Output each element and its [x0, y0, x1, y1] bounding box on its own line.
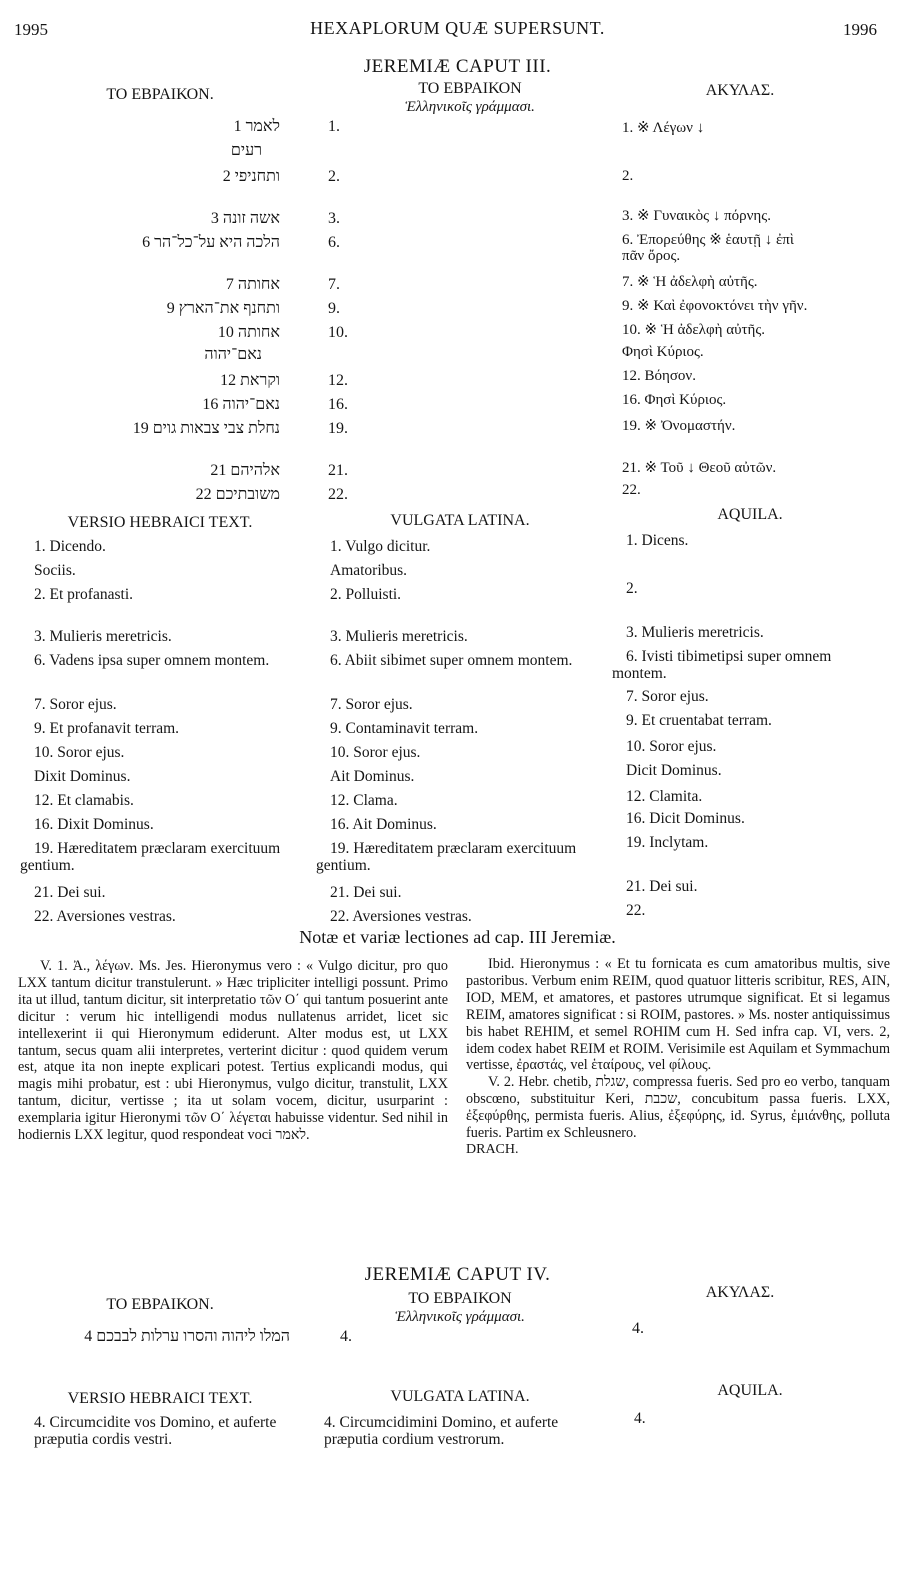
- versio-row: 21. Dei sui.: [34, 884, 106, 901]
- notes-right-paragraph-2: V. 2. Hebr. chetib, שגלת, compressa fueris. Sed pro eo verbo, tanquam obscœno, substituitur Keri, שכבת, concubitum passa fueris. LXX, ἐξεφύρθης, permista fueris. Alius, ἐξεφύρης, id. Syrus, ἐμιάνθης, polluta fueris. Partim ex Schleusnero.: [466, 1074, 890, 1142]
- ch4-translit-column-header: ΤΟ ΕΒΡΑΙΚΟΝ: [408, 1290, 512, 1307]
- aquila-latin-row: 6. Ivisti tibimetipsi super omnem montem.: [612, 648, 832, 682]
- aquila-latin-row: 19. Inclytam.: [626, 834, 709, 851]
- running-title: HEXAPLORUM QUÆ SUPERSUNT.: [310, 18, 605, 38]
- vulgata-row: 10. Soror ejus.: [330, 744, 421, 761]
- versio-row: 16. Dixit Dominus.: [34, 816, 154, 833]
- versio-column: [20, 538, 296, 928]
- hebrew-row: לאמר 1: [233, 118, 280, 135]
- translit-column-subheader: Ἑλληνικοῖς γράμμασι.: [405, 99, 535, 115]
- notes-title: Notæ et variæ lectiones ad cap. III Jeremiæ.: [299, 927, 616, 947]
- versio-row: Sociis.: [34, 562, 76, 579]
- translit-row: 7.: [328, 276, 340, 293]
- versio-row: 3. Mulieris meretricis.: [34, 628, 172, 645]
- versio-row: Dixit Dominus.: [34, 768, 131, 785]
- aquila-greek-row: 21. ※ Τοῦ ↓ Θεοῦ αὐτῶν.: [622, 460, 777, 476]
- page-number-left: 1995: [14, 20, 48, 39]
- notes-left-paragraph: V. 1. Ἀ., λέγων. Ms. Jes. Hieronymus vero : « Vulgo dicitur, pro quo LXX tantum dicitur transtulerunt. » Hæc tripliciter intelligi possunt. Primo ita ut illud, tantum dicitur, sit interpretatio τῶν Ο΄ qui tantum posuerint ante dicitur : verum hic intelligendi modus nullatenus arridet, licet sic intellexerint ii qui Hieronymum ediderunt. Alter modus est, ut LXX tantum, secus quam alii interpretes, verterint dicitur : quod quidem verum est, atque ita non inepte explicari potest. Tertius explicandi modus, qui magis mihi probatur, est : ubi Hieronymus, vulgo dicitur, transtulit, LXX tantum, dicitur, vertisse ; ita ut solam vocem, dicitur, usurparint : exemplaria igitur Hieronymi τῶν Ο΄ λέγεται habuisse videntur. Sed nihil in hodiernis LXX legitur, quod respondeat voci לאמר.: [18, 958, 448, 1144]
- versio-row: 19. Hæreditatem præclaram exercituum gentium.: [20, 840, 281, 874]
- ch4-versio-header: VERSIO HEBRAICI TEXT.: [67, 1390, 253, 1407]
- versio-row: 1. Dicendo.: [34, 538, 106, 555]
- translit-row: 10.: [328, 324, 348, 341]
- aquila-greek-row: 9. ※ Καὶ ἐφονοκτόνει τὴν γῆν.: [622, 298, 808, 314]
- aquila-latin-row: 7. Soror ejus.: [626, 688, 709, 705]
- vulgata-row: 2. Polluisti.: [330, 586, 402, 603]
- vulgata-row: 16. Ait Dominus.: [330, 816, 437, 833]
- vulgata-row: 1. Vulgo dicitur.: [330, 538, 431, 555]
- aquila-greek-row: 16. Φησὶ Κύριος.: [622, 392, 727, 408]
- aquila-greek-row: Φησὶ Κύριος.: [622, 344, 704, 360]
- aquila-latin-header: AQUILA.: [717, 506, 783, 523]
- aquila-latin-row: 10. Soror ejus.: [626, 738, 717, 755]
- translit-row: 16.: [328, 396, 348, 413]
- aquila-greek-row: 10. ※ Ἡ ἀδελφὴ αὐτῆς.: [622, 322, 766, 338]
- versio-row: 2. Et profanasti.: [34, 586, 134, 603]
- notes-right-column: [466, 956, 890, 1159]
- notes-left-column: [18, 958, 448, 1144]
- vulgata-header: VULGATA LATINA.: [390, 512, 530, 529]
- translit-row: 2.: [328, 168, 340, 185]
- hebrew-row: וקראת 12: [220, 372, 280, 389]
- versio-row: 12. Et clamabis.: [34, 792, 134, 809]
- hebrew-column-header: ΤΟ ΕΒΡΑΙΚΟΝ.: [106, 86, 214, 103]
- versio-row: 10. Soror ejus.: [34, 744, 125, 761]
- ch4-vulgata-row: 4. Circumcidimini Domino, et auferte præputia cordium vestrorum.: [324, 1414, 559, 1448]
- vulgata-row: 19. Hæreditatem præclaram exercituum gentium.: [316, 840, 577, 874]
- vulgata-row: Amatoribus.: [330, 562, 408, 579]
- aquila-greek-column: [622, 118, 897, 508]
- aquila-greek-row: πᾶν ὄρος.: [622, 248, 681, 264]
- hebrew-row: אחותה 7: [225, 276, 280, 293]
- translit-column: [328, 118, 408, 508]
- hebrew-row: הלכה היא על־כל־הר 6: [142, 234, 280, 251]
- vulgata-row: 7. Soror ejus.: [330, 696, 413, 713]
- aquila-greek-row: 19. ※ Ὀνομαστήν.: [622, 418, 736, 434]
- hebrew-row: ותחנף את־הארץ 9: [166, 300, 280, 317]
- ch4-aquila-column-header: ΑΚΥΛΑΣ.: [705, 1284, 775, 1301]
- translit-row: 22.: [328, 486, 348, 503]
- vulgata-row: 12. Clama.: [330, 792, 398, 809]
- hebrew-row: אלהיהם 21: [210, 462, 280, 479]
- versio-row: 22. Aversiones vestras.: [34, 908, 176, 925]
- aquila-greek-row: 2.: [622, 168, 634, 184]
- ch4-translit-row: 4.: [340, 1328, 352, 1345]
- ch4-hebrew-row: המלו ליהוה והסרו ערלות לבבכם 4: [84, 1328, 290, 1345]
- translit-row: 1.: [328, 118, 340, 135]
- aquila-latin-row: 1. Dicens.: [626, 532, 689, 549]
- aquila-latin-row: 9. Et cruentabat terram.: [626, 712, 772, 729]
- translit-row: 19.: [328, 420, 348, 437]
- aquila-latin-row: 16. Dicit Dominus.: [626, 810, 745, 827]
- vulgata-row: 9. Contaminavit terram.: [330, 720, 479, 737]
- aquila-latin-row: 3. Mulieris meretricis.: [626, 624, 764, 641]
- aquila-latin-row: Dicit Dominus.: [626, 762, 722, 779]
- notes-right-paragraph-1: Ibid. Hieronymus : « Et tu fornicata es cum amatoribus multis, sive pastoribus. Verbum enim REIM, quod quatuor litteris scribitur, RES, AIN, IOD, MEM, et amatores, et pastores utrumque significat. Et si legamus REIM, amatores significat : si ROIM, pastores. » Ms. noster antiquissimus bis habet REHIM, et semel ROHIM cum H. Sed infra cap. VI, vers. 2, idem codex habet REIM et ROIM. Verisimile est Aquilam et Symmachum vertisse, ἐραστάς, vel ἑταίρους, vel φίλους.: [466, 956, 891, 1074]
- aquila-column-header: ΑΚΥΛΑΣ.: [705, 82, 775, 99]
- ch4-vulgata-header: VULGATA LATINA.: [390, 1388, 530, 1405]
- hebrew-row: אשה זונה 3: [210, 210, 280, 227]
- aquila-greek-row: 1. ※ Λέγων ↓: [622, 120, 705, 136]
- versio-header: VERSIO HEBRAICI TEXT.: [67, 514, 253, 531]
- versio-row: 6. Vadens ipsa super omnem montem.: [34, 652, 270, 669]
- notes-signature: DRACH.: [466, 1141, 519, 1157]
- aquila-greek-row: 7. ※ Ἡ ἀδελφὴ αὐτῆς.: [622, 274, 758, 290]
- vulgata-row: 22. Aversiones vestras.: [330, 908, 472, 925]
- hebrew-row: נאם־יהוה 16: [202, 396, 280, 413]
- vulgata-row: Ait Dominus.: [330, 768, 415, 785]
- aquila-greek-row: 22.: [622, 482, 641, 498]
- page-number-right: 1996: [843, 20, 877, 39]
- vulgata-row: 21. Dei sui.: [330, 884, 402, 901]
- aquila-greek-row: 12. Βόησον.: [622, 368, 696, 384]
- aquila-latin-row: 21. Dei sui.: [626, 878, 698, 895]
- hebrew-row: נאם־יהוה: [204, 346, 262, 363]
- aquila-latin-column: [612, 532, 888, 922]
- aquila-latin-row: 12. Clamita.: [626, 788, 703, 805]
- translit-row: 12.: [328, 372, 348, 389]
- translit-row: 21.: [328, 462, 348, 479]
- ch4-aquila-latin-header: AQUILA.: [717, 1382, 783, 1399]
- hebrew-row: משובתיכם 22: [195, 486, 280, 503]
- ch4-aquila-greek-row: 4.: [632, 1320, 644, 1337]
- translit-row: 3.: [328, 210, 340, 227]
- ch4-translit-column-subheader: Ἑλληνικοῖς γράμμασι.: [395, 1309, 525, 1325]
- vulgata-row: 6. Abiit sibimet super omnem montem.: [330, 652, 573, 669]
- hebrew-column: [40, 118, 280, 508]
- translit-row: 9.: [328, 300, 340, 317]
- ch4-versio-row: 4. Circumcidite vos Domino, et auferte præputia cordis vestri.: [34, 1414, 277, 1448]
- versio-row: 9. Et profanavit terram.: [34, 720, 180, 737]
- translit-column-header: ΤΟ ΕΒΡΑΙΚΟΝ: [418, 80, 522, 97]
- ch4-hebrew-column-header: ΤΟ ΕΒΡΑΙΚΟΝ.: [106, 1296, 214, 1313]
- chapter-3-title: JEREMIÆ CAPUT III.: [363, 56, 552, 77]
- aquila-latin-row: 22.: [626, 902, 646, 919]
- aquila-greek-row: 6. Ἐπορεύθης ※ ἑαυτῇ ↓ ἐπὶ: [622, 232, 794, 248]
- versio-row: 7. Soror ejus.: [34, 696, 117, 713]
- translit-row: 6.: [328, 234, 340, 251]
- ch4-aquila-latin-row: 4.: [634, 1410, 646, 1427]
- vulgata-column: [316, 538, 592, 928]
- aquila-latin-row: 2.: [626, 580, 638, 597]
- hebrew-row: רעים: [230, 142, 262, 159]
- hebrew-row: אחותה 10: [217, 324, 280, 341]
- chapter-4-title: JEREMIÆ CAPUT IV.: [364, 1264, 551, 1285]
- hebrew-row: נחלת צבי צבאות גוים 19: [132, 420, 280, 437]
- vulgata-row: 3. Mulieris meretricis.: [330, 628, 468, 645]
- hebrew-row: ותחניפי 2: [222, 168, 280, 185]
- aquila-greek-row: 3. ※ Γυναικὸς ↓ πόρνης.: [622, 208, 771, 224]
